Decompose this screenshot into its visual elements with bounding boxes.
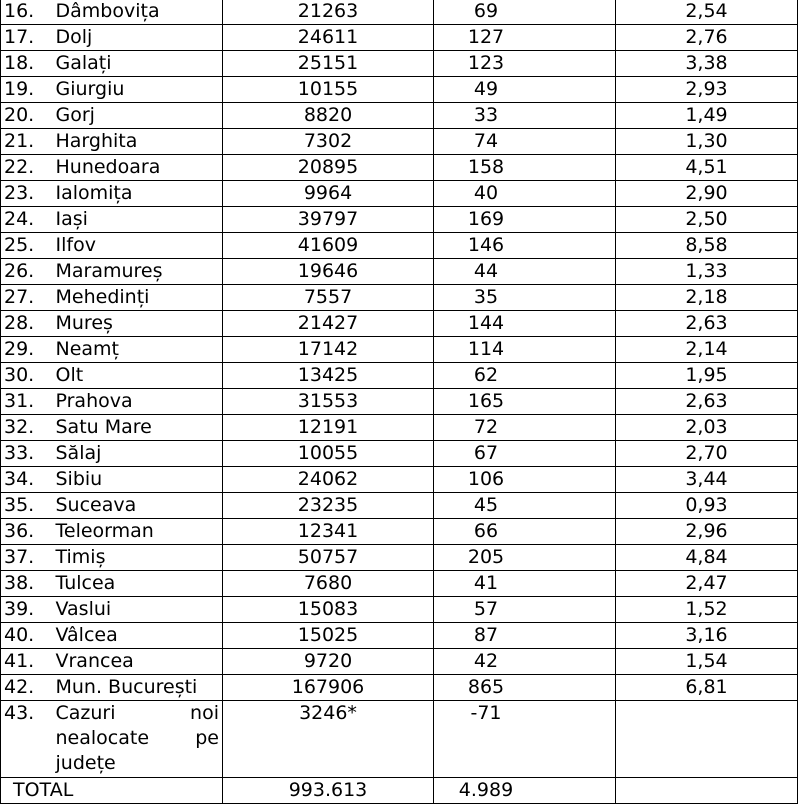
table-row [1, 207, 798, 233]
cases-cell: 21427 [223, 311, 434, 337]
county-name: Vâlcea [48, 623, 223, 649]
rate-cell: 2,70 [616, 441, 798, 467]
cases-cell: 3246* [223, 701, 434, 778]
county-name: Sălaj [48, 441, 223, 467]
county-name [48, 701, 223, 778]
new-cases-cell: 72 [434, 415, 616, 441]
new-cases-cell: 865 [434, 675, 616, 701]
row-number: 39. [1, 597, 48, 623]
table-row [1, 259, 798, 285]
new-cases-cell: 165 [434, 389, 616, 415]
table-row [1, 545, 798, 571]
cases-cell: 50757 [223, 545, 434, 571]
table-row [1, 285, 798, 311]
row-number: 25. [1, 233, 48, 259]
rate-cell: 0,93 [616, 493, 798, 519]
cases-cell: 31553 [223, 389, 434, 415]
table-row [1, 103, 798, 129]
row-number: 18. [1, 51, 48, 77]
new-cases-cell: 33 [434, 103, 616, 129]
new-cases-cell: 35 [434, 285, 616, 311]
new-cases-cell: 49 [434, 77, 616, 103]
rate-cell: 1,54 [616, 649, 798, 675]
total-rate-cell [616, 778, 798, 804]
new-cases-cell: 205 [434, 545, 616, 571]
county-name: Hunedoara [48, 155, 223, 181]
table-row [1, 155, 798, 181]
cases-cell: 7680 [223, 571, 434, 597]
total-new-cases-cell: 4.989 [434, 778, 616, 804]
rate-cell: 4,84 [616, 545, 798, 571]
row-number: 16. [1, 0, 48, 25]
county-name: Satu Mare [48, 415, 223, 441]
cases-cell: 8820 [223, 103, 434, 129]
cases-cell: 17142 [223, 337, 434, 363]
total-label: TOTAL [1, 778, 223, 804]
rate-cell: 1,33 [616, 259, 798, 285]
table-row [1, 181, 798, 207]
new-cases-cell: 123 [434, 51, 616, 77]
county-name: Iași [48, 207, 223, 233]
rate-cell: 2,14 [616, 337, 798, 363]
rate-cell: 4,51 [616, 155, 798, 181]
table-row [1, 337, 798, 363]
row-number: 24. [1, 207, 48, 233]
cases-cell: 24611 [223, 25, 434, 51]
new-cases-cell: 41 [434, 571, 616, 597]
row-number: 32. [1, 415, 48, 441]
table-row [1, 363, 798, 389]
cases-cell: 167906 [223, 675, 434, 701]
table-row [1, 493, 798, 519]
new-cases-cell: 144 [434, 311, 616, 337]
cases-cell: 24062 [223, 467, 434, 493]
county-name: Harghita [48, 129, 223, 155]
rate-cell: 2,90 [616, 181, 798, 207]
row-number: 35. [1, 493, 48, 519]
county-name: Vaslui [48, 597, 223, 623]
new-cases-cell: -71 [434, 701, 616, 778]
row-number: 38. [1, 571, 48, 597]
cases-cell: 7557 [223, 285, 434, 311]
cases-cell: 12191 [223, 415, 434, 441]
row-number: 20. [1, 103, 48, 129]
total-cases-cell: 993.613 [223, 778, 434, 804]
rate-cell: 2,76 [616, 25, 798, 51]
cases-cell: 15025 [223, 623, 434, 649]
county-name: Timiș [48, 545, 223, 571]
county-name: Dolj [48, 25, 223, 51]
row-number: 43. [1, 701, 48, 778]
cases-cell: 9720 [223, 649, 434, 675]
rate-cell: 2,03 [616, 415, 798, 441]
row-number: 28. [1, 311, 48, 337]
row-number: 22. [1, 155, 48, 181]
new-cases-cell: 45 [434, 493, 616, 519]
row-number: 21. [1, 129, 48, 155]
new-cases-cell: 169 [434, 207, 616, 233]
rate-cell: 1,30 [616, 129, 798, 155]
row-number: 33. [1, 441, 48, 467]
cases-cell: 20895 [223, 155, 434, 181]
cases-cell: 15083 [223, 597, 434, 623]
table-row [1, 51, 798, 77]
county-name: Tulcea [48, 571, 223, 597]
rate-cell: 2,54 [616, 0, 798, 25]
table-row [1, 25, 798, 51]
rate-cell: 3,16 [616, 623, 798, 649]
cases-cell: 19646 [223, 259, 434, 285]
cases-cell: 10055 [223, 441, 434, 467]
row-number: 29. [1, 337, 48, 363]
table-row [1, 233, 798, 259]
new-cases-cell: 69 [434, 0, 616, 25]
new-cases-cell: 67 [434, 441, 616, 467]
table-row [1, 675, 798, 701]
new-cases-cell: 42 [434, 649, 616, 675]
rate-cell: 8,58 [616, 233, 798, 259]
rate-cell: 2,47 [616, 571, 798, 597]
table-row [1, 649, 798, 675]
county-name: Mun. București [48, 675, 223, 701]
rate-cell: 2,96 [616, 519, 798, 545]
rate-cell: 3,38 [616, 51, 798, 77]
rate-cell: 1,52 [616, 597, 798, 623]
rate-cell: 2,63 [616, 311, 798, 337]
row-number: 27. [1, 285, 48, 311]
cases-cell: 25151 [223, 51, 434, 77]
county-name: Suceava [48, 493, 223, 519]
new-cases-cell: 62 [434, 363, 616, 389]
new-cases-cell: 87 [434, 623, 616, 649]
county-name: Neamț [48, 337, 223, 363]
table-row [1, 571, 798, 597]
rate-cell: 2,50 [616, 207, 798, 233]
table-row [1, 441, 798, 467]
new-cases-cell: 74 [434, 129, 616, 155]
county-name: Gorj [48, 103, 223, 129]
table-footer [1, 701, 798, 804]
county-name: Teleorman [48, 519, 223, 545]
row-number: 41. [1, 649, 48, 675]
table-row [1, 519, 798, 545]
cases-cell: 41609 [223, 233, 434, 259]
new-cases-cell: 146 [434, 233, 616, 259]
cases-cell: 9964 [223, 181, 434, 207]
new-cases-cell: 127 [434, 25, 616, 51]
rate-cell [616, 701, 798, 778]
cases-cell: 12341 [223, 519, 434, 545]
unallocated-row [1, 701, 798, 778]
county-name: Galați [48, 51, 223, 77]
table-row [1, 311, 798, 337]
table-row [1, 623, 798, 649]
row-number: 31. [1, 389, 48, 415]
row-number: 40. [1, 623, 48, 649]
new-cases-cell: 158 [434, 155, 616, 181]
row-number: 26. [1, 259, 48, 285]
table-row [1, 129, 798, 155]
row-number: 34. [1, 467, 48, 493]
rate-cell: 3,44 [616, 467, 798, 493]
county-name: Prahova [48, 389, 223, 415]
county-name: Mehedinți [48, 285, 223, 311]
county-name: Giurgiu [48, 77, 223, 103]
table-row [1, 597, 798, 623]
row-number: 30. [1, 363, 48, 389]
name-line-3: județe [55, 752, 116, 774]
row-number: 42. [1, 675, 48, 701]
new-cases-cell: 57 [434, 597, 616, 623]
new-cases-cell: 114 [434, 337, 616, 363]
name-line-2: nealocate pe [55, 727, 219, 749]
cases-cell: 23235 [223, 493, 434, 519]
new-cases-cell: 40 [434, 181, 616, 207]
cases-cell: 13425 [223, 363, 434, 389]
cases-cell: 21263 [223, 0, 434, 25]
row-number: 37. [1, 545, 48, 571]
table-row [1, 467, 798, 493]
rate-cell: 1,95 [616, 363, 798, 389]
rate-cell: 2,63 [616, 389, 798, 415]
row-number: 19. [1, 77, 48, 103]
row-number: 36. [1, 519, 48, 545]
cases-cell: 10155 [223, 77, 434, 103]
rate-cell: 2,93 [616, 77, 798, 103]
county-name: Dâmbovița [48, 0, 223, 25]
new-cases-cell: 44 [434, 259, 616, 285]
cases-cell: 7302 [223, 129, 434, 155]
table-row [1, 415, 798, 441]
table-row [1, 389, 798, 415]
table-body [1, 0, 798, 701]
row-number: 23. [1, 181, 48, 207]
county-name: Olt [48, 363, 223, 389]
county-name: Mureș [48, 311, 223, 337]
county-name: Ialomița [48, 181, 223, 207]
table-row [1, 0, 798, 25]
row-number: 17. [1, 25, 48, 51]
total-row [1, 778, 798, 804]
county-name: Ilfov [48, 233, 223, 259]
name-line-1: Cazuri noi [55, 702, 219, 724]
new-cases-cell: 106 [434, 467, 616, 493]
rate-cell: 6,81 [616, 675, 798, 701]
rate-cell: 1,49 [616, 103, 798, 129]
table-row [1, 77, 798, 103]
county-name: Vrancea [48, 649, 223, 675]
rate-cell: 2,18 [616, 285, 798, 311]
new-cases-cell: 66 [434, 519, 616, 545]
county-name: Maramureș [48, 259, 223, 285]
county-name: Sibiu [48, 467, 223, 493]
cases-cell: 39797 [223, 207, 434, 233]
